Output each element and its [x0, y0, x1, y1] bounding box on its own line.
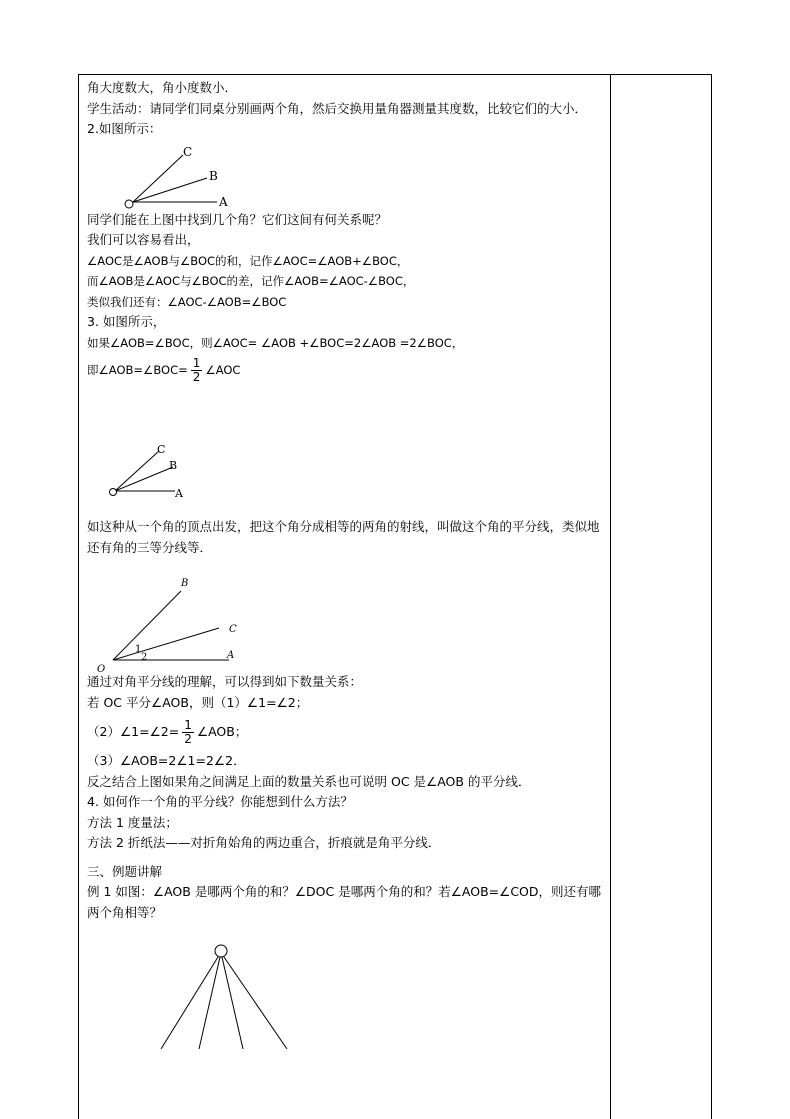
label-b: B — [181, 578, 189, 589]
label-b: B — [209, 168, 218, 183]
angle-figure-1 — [87, 140, 287, 210]
text-line: （3）∠AOB=2∠1=2∠2． — [87, 753, 246, 768]
fraction-half: $\frac{1}{2}$ — [192, 356, 201, 384]
table-column-divider — [610, 74, 611, 1119]
angle-figure-2 — [87, 395, 287, 517]
text-line: 角大度数大，角小度数小． — [87, 80, 238, 95]
text-line: 反之结合上图如果角之间满足上面的数量关系也可说明 OC 是∠AOB 的平分线． — [87, 773, 531, 789]
vertex-o — [110, 489, 117, 496]
table-left-border — [78, 74, 79, 1119]
label-a: A — [219, 194, 228, 209]
table-top-border — [78, 74, 712, 75]
label-angle-1: 1 — [135, 644, 142, 655]
label-c: C — [157, 443, 166, 456]
ray-ob — [115, 467, 173, 491]
table-right-border — [711, 74, 712, 1119]
text-line: 而∠AOB是∠AOC与∠BOC的差，记作∠AOB=∠AOC-∠BOC， — [87, 274, 415, 288]
text-line: 通过对角平分线的理解，可以得到如下数量关系： — [87, 674, 363, 689]
ray-3 — [222, 957, 243, 1049]
ray-oc — [115, 451, 159, 491]
label-a: A — [227, 650, 235, 661]
label-angle-2: 2 — [141, 652, 148, 663]
label-c: C — [183, 144, 193, 159]
section-heading: 三、例题讲解 — [87, 863, 163, 879]
label-o: O — [97, 664, 106, 672]
fraction-half: $\frac{1}{2}$ — [184, 718, 192, 746]
text-line: 我们可以容易看出， — [87, 232, 200, 247]
label-a: A — [175, 487, 183, 500]
text-line: 类似我们还有：∠AOC-∠AOB=∠BOC — [87, 294, 287, 309]
text-line: 如果∠AOB=∠BOC，则∠AOC= ∠AOB +∠BOC=2∠AOB =2∠BOC， — [87, 335, 464, 350]
lesson-content — [87, 78, 607, 1049]
text-line: 学生活动：请同学们同桌分别画两个角，然后交换用量角器测量其度数，比较它们的大小． — [87, 100, 588, 116]
example-figure — [87, 939, 327, 1049]
text-line: 3. 如图所示， — [87, 314, 166, 329]
text-line: 如这种从一个角的顶点出发，把这个角分成相等的两角的射线，叫做这个角的平分线，类似地还有角的三等分线等． — [87, 519, 600, 555]
text-line: 例 1 如图：∠AOB 是哪两个角的和？∠DOC 是哪两个角的和？若∠AOB=∠COD，则还有哪两个角相等？ — [87, 884, 602, 920]
text-line: 2.如图所示： — [87, 121, 162, 136]
vertex-o — [125, 200, 133, 208]
vertex-o — [215, 945, 227, 957]
ray-4 — [224, 957, 287, 1049]
text-line: 若 OC 平分∠AOB，则（1）∠1=∠2； — [87, 694, 309, 710]
text-segment: ∠AOB； — [196, 724, 248, 739]
fraction-line — [87, 713, 607, 751]
text-segment: （2）∠1=∠2= — [87, 724, 180, 739]
angle-bisector-figure — [87, 562, 287, 672]
text-line: ∠AOC是∠AOB与∠BOC的和，记作∠AOC=∠AOB+∠BOC， — [87, 253, 409, 268]
text-segment: 即∠AOB=∠BOC= — [87, 363, 188, 377]
text-line: 同学们能在上图中找到几个角？它们这间有何关系呢？ — [87, 211, 388, 227]
text-segment: ∠AOC — [205, 363, 241, 377]
label-b: B — [169, 459, 178, 472]
ray-ob — [133, 178, 207, 202]
ray-oc — [133, 155, 183, 202]
text-line: 方法 1 度量法； — [87, 814, 178, 830]
label-c: C — [229, 624, 237, 635]
fraction-line — [87, 353, 607, 387]
text-line: 方法 2 折纸法——对折角始角的两边重合，折痕就是角平分线． — [87, 835, 441, 850]
text-line: 4. 如何作一个角的平分线？你能想到什么方法？ — [87, 794, 353, 809]
